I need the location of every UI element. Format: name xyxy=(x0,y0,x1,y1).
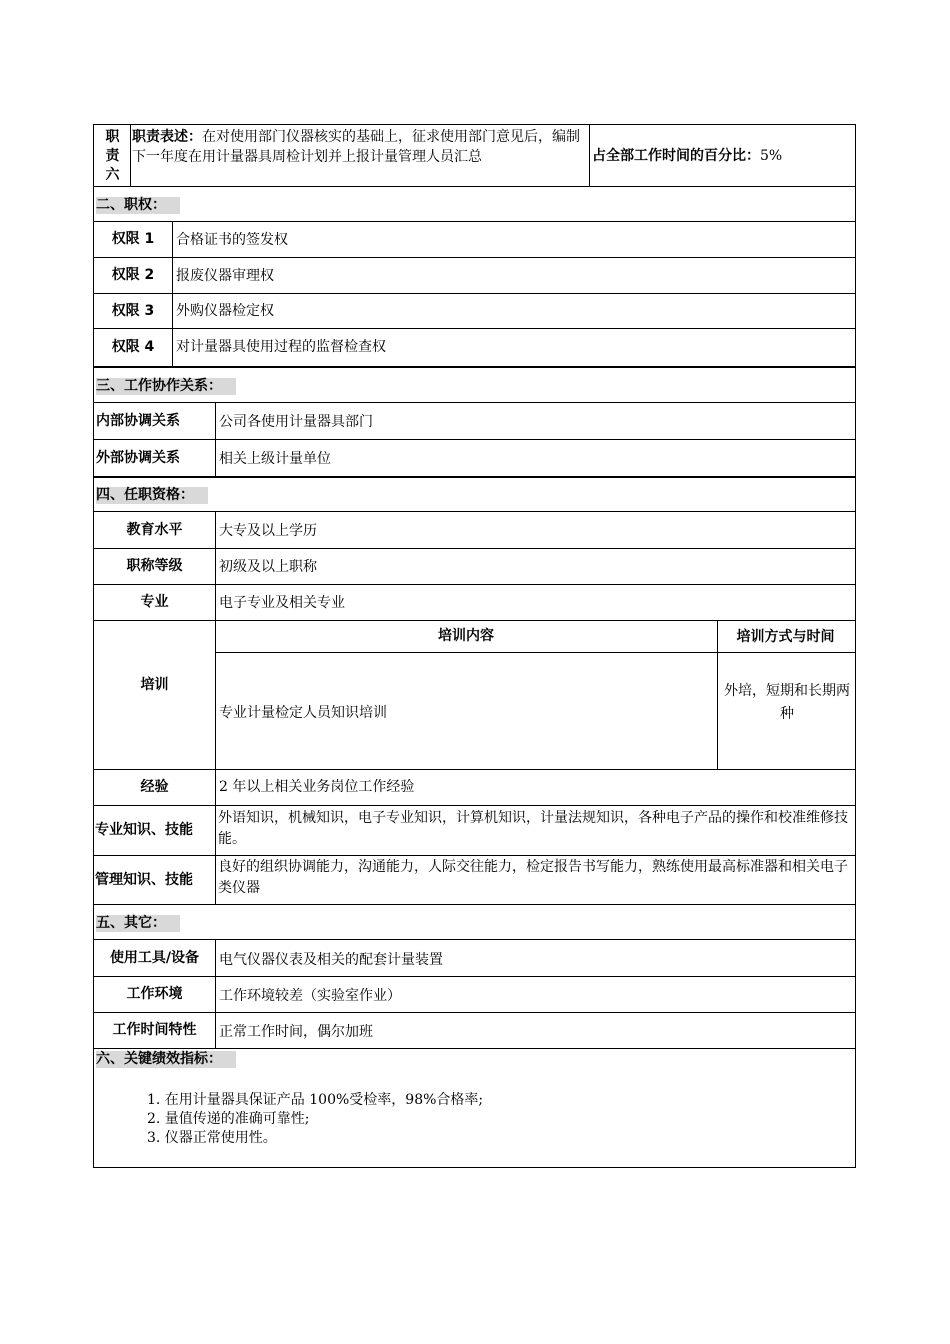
duty-6-description: 职责表述：在对使用部门仪器核实的基础上，征求使用部门意见后，编制下一年度在用计量器具周检计划并上报计量管理人员汇总 xyxy=(132,129,580,165)
duty-6-row xyxy=(93,124,856,187)
authority-label: 权限 4 xyxy=(111,338,155,355)
cooperation-label: 内部协调关系 xyxy=(96,412,180,429)
list-item: 2. 量值传递的准确可靠性; xyxy=(147,1111,310,1127)
authority-value: 报废仪器审理权 xyxy=(176,268,274,284)
cooperation-table xyxy=(93,402,856,478)
training-label: 培训 xyxy=(140,677,169,693)
section-6-heading: 六、关键绩效指标： xyxy=(96,1051,236,1068)
authority-value: 合格证书的签发权 xyxy=(176,232,288,248)
experience-value: 2 年以上相关业务岗位工作经验 xyxy=(219,779,415,795)
cooperation-value: 相关上级计量单位 xyxy=(219,450,331,467)
other-label: 使用工具/设备 xyxy=(109,949,200,966)
education-label: 教育水平 xyxy=(126,521,183,538)
cooperation-value: 公司各使用计量器具部门 xyxy=(219,413,373,430)
training-content: 专业计量检定人员知识培训 xyxy=(219,704,387,721)
list-item: 3. 仪器正常使用性。 xyxy=(147,1130,277,1146)
title-level-label: 职称等级 xyxy=(126,557,183,574)
major-label: 专业 xyxy=(140,593,169,610)
other-value: 电气仪器仪表及相关的配套计量装置 xyxy=(219,951,443,968)
authority-label: 权限 1 xyxy=(111,231,155,247)
pro-skills-label: 专业知识、技能 xyxy=(95,822,193,838)
authority-value: 对计量器具使用过程的监督检查权 xyxy=(176,338,386,355)
section-5-heading: 五、其它： xyxy=(93,904,856,940)
other-value: 工作环境较差（实验室作业） xyxy=(219,987,401,1004)
other-label: 工作环境 xyxy=(126,985,183,1002)
pro-skills-value: 外语知识，机械知识，电子专业知识，计算机知识，计量法规知识，各种电子产品的操作和校准维修技能。 xyxy=(218,810,848,847)
duty-6-vertical-label: 职 责 六 xyxy=(105,129,120,183)
kpi-block xyxy=(93,1048,856,1168)
section-3-heading: 三、工作协作关系： xyxy=(93,367,856,403)
duty-6-time-share: 占全部工作时间的百分比：5% xyxy=(592,148,783,164)
other-label: 工作时间特性 xyxy=(112,1021,197,1038)
section-4-heading: 四、任职资格： xyxy=(93,476,856,512)
kpi-list xyxy=(147,1091,483,1148)
authority-value: 外购仪器检定权 xyxy=(176,302,274,319)
authority-label: 权限 3 xyxy=(111,302,155,319)
other-table xyxy=(93,939,856,1049)
major-value: 电子专业及相关专业 xyxy=(219,594,345,611)
qualification-table xyxy=(93,511,856,905)
section-2-heading: 二、职权： xyxy=(93,186,856,222)
education-value: 大专及以上学历 xyxy=(219,522,317,539)
authority-label: 权限 2 xyxy=(111,267,155,283)
authority-table xyxy=(93,221,856,367)
mgmt-skills-value: 良好的组织协调能力，沟通能力，人际交往能力，检定报告书写能力，熟练使用最高标准器和相关电子类仪器 xyxy=(218,859,848,896)
list-item: 1. 在用计量器具保证产品 100%受检率，98%合格率; xyxy=(147,1092,484,1108)
other-value: 正常工作时间，偶尔加班 xyxy=(219,1023,373,1040)
training-content-header: 培训内容 xyxy=(438,628,494,644)
training-method-header: 培训方式与时间 xyxy=(736,629,835,645)
training-method: 外培，短期和长期两种 xyxy=(724,683,850,722)
title-level-value: 初级及以上职称 xyxy=(219,558,317,575)
cooperation-label: 外部协调关系 xyxy=(96,449,180,466)
experience-label: 经验 xyxy=(140,779,169,795)
mgmt-skills-label: 管理知识、技能 xyxy=(95,871,193,888)
